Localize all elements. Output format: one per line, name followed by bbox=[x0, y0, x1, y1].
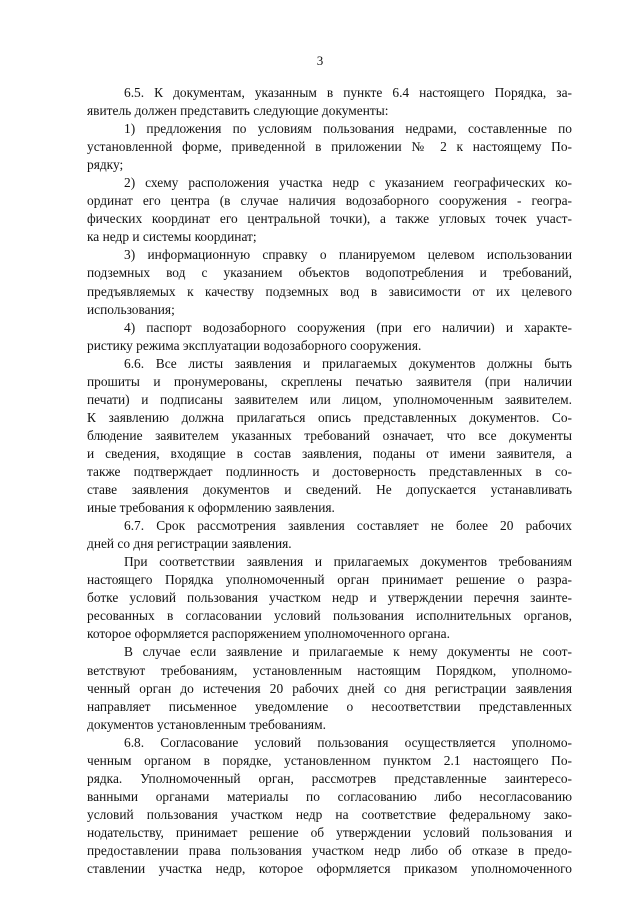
text-line: 6.7. Срок рассмотрения заявления составляет не более 20 рабочих bbox=[124, 518, 572, 534]
text-line: 6.6. Все листы заявления и прилагаемых документов должны быть bbox=[124, 355, 572, 371]
text-line: 6.5. К документам, указанным в пункте 6.4 настоящего Порядка, за- bbox=[124, 85, 572, 100]
text-line: 2) схему расположения участка недр с указанием географических ко- bbox=[124, 175, 572, 191]
text-line: ботке условий пользования участком недр и утверждении перечня заинте- bbox=[87, 590, 572, 606]
text-line: В случае если заявление и прилагаемые к нему документы не соот- bbox=[124, 644, 572, 660]
text-line: печати) и подписаны заявителем или лицом, уполномоченным заявителем. bbox=[87, 391, 572, 407]
text-line: При соответствии заявления и прилагаемых документов требованиям bbox=[124, 554, 572, 570]
text-line: подземных вод с указанием объектов водопотребления и требований, bbox=[87, 265, 572, 281]
text-line: прошиты и пронумерованы, скреплены печатью заявителя (при наличии bbox=[87, 373, 572, 389]
text-line: явитель должен представить следующие документы: bbox=[87, 103, 389, 119]
text-line: 6.8. Согласование условий пользования осуществляется уполномо- bbox=[124, 734, 572, 750]
text-line: которое оформляется распоряжением уполномоченного органа. bbox=[87, 626, 450, 642]
text-line: иные требования к оформлению заявления. bbox=[87, 500, 335, 516]
text-line: документов установленным требованиям. bbox=[87, 716, 326, 732]
text-line: рядку; bbox=[87, 157, 124, 173]
text-line: ченный орган до истечения 20 рабочих дней со дня регистрации заявления bbox=[87, 680, 572, 696]
text-line: ванными органами материалы по согласованию либо несогласованию bbox=[87, 788, 572, 804]
text-line: и сведения, входящие в состав заявления, поданы от имени заявителя, а bbox=[87, 445, 572, 461]
text-line: ставлении участка недр, которое оформляется приказом уполномоченного bbox=[87, 861, 572, 877]
text-line: ветствуют требованиям, установленным настоящим Порядком, уполномо- bbox=[87, 662, 572, 678]
text-line: фических координат его центральной точки), а также угловых точек участ- bbox=[87, 211, 572, 227]
text-line: ка недр и системы координат; bbox=[87, 229, 257, 245]
text-line: установленной форме, приведенной в приложении № 2 к настоящему По- bbox=[87, 139, 572, 155]
text-line: условий пользования участком недр на соответствие федеральному зако- bbox=[87, 806, 572, 822]
text-line: 3) информационную справку о планируемом целевом использовании bbox=[124, 247, 572, 263]
text-line: ресованных в согласовании условий пользования исполнительных органов, bbox=[87, 608, 572, 624]
text-line: блюдение заявителем указанных требований означает, что все документы bbox=[87, 427, 572, 443]
text-line: использования; bbox=[87, 301, 175, 317]
text-line: рядка. Уполномоченный орган, рассмотрев представленные заинтересо- bbox=[87, 770, 572, 786]
text-line: ченным органом в порядке, установленном пунктом 2.1 настоящего По- bbox=[87, 752, 572, 768]
document-body bbox=[87, 84, 572, 878]
text-line: ристику режима эксплуатации водозаборного сооружения. bbox=[87, 337, 422, 353]
text-line: дней со дня регистрации заявления. bbox=[87, 536, 292, 552]
text-line: 4) паспорт водозаборного сооружения (при его наличии) и характе- bbox=[124, 319, 572, 335]
text-line: направляет письменное уведомление о несоответствии представленных bbox=[87, 698, 572, 714]
text-line: К заявлению должна прилагаться опись представленных документов. Со- bbox=[87, 409, 572, 425]
text-line: ставе заявления документов и сведений. Не допускается устанавливать bbox=[87, 482, 572, 498]
page-number: 3 bbox=[316, 53, 324, 68]
text-line: предоставлении права пользования участком недр либо об отказе в предо- bbox=[87, 842, 572, 858]
text-line: 1) предложения по условиям пользования недрами, составленные по bbox=[124, 121, 572, 137]
text-line: предъявляемых к качеству подземных вод в зависимости от их целевого bbox=[87, 283, 572, 299]
text-line: настоящего Порядка уполномоченный орган принимает решение о разра- bbox=[87, 572, 572, 588]
text-line: нодательству, принимает решение об утверждении условий пользования и bbox=[87, 824, 572, 840]
text-line: также подтверждает подлинность и достоверность представленных в со- bbox=[87, 463, 572, 479]
text-line: ординат его центра (в случае наличия водозаборного сооружения - геогра- bbox=[87, 193, 572, 209]
